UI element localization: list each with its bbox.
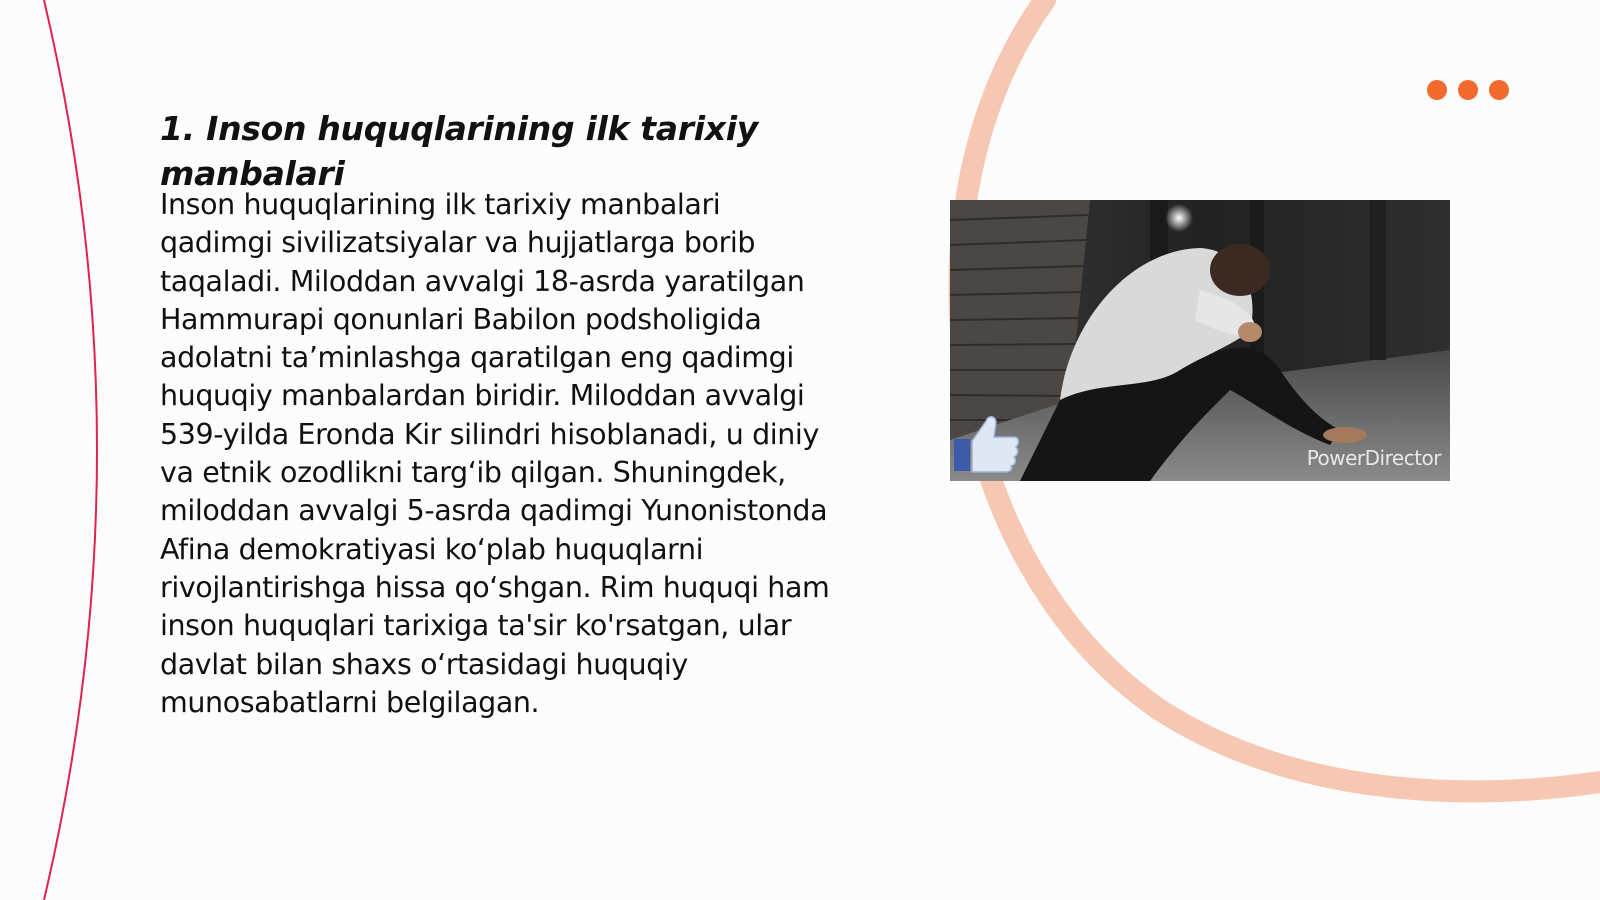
dot-1 (1427, 80, 1447, 100)
dot-2 (1458, 80, 1478, 100)
slide-body-text: Inson huquqlarining ilk tarixiy manbalari qadimgi sivilizatsiyalar va hujjatlarga borib taqaladi. Miloddan avvalgi 18-asrda yaratilgan Hammurapi qonunlari Babilon podsholigida adolatni ta’minlashga qaratilgan eng qadimgi huquqiy manbalardan biridir. Miloddan avvalgi 539-yilda Eronda Kir silindri hisoblanadi, u diniy va etnik ozodlikni targ‘ib qilgan. Shuningdek, miloddan avvalgi 5-asrda qadimgi Yunonistonda Afina demokratiyasi ko‘plab huquqlarni rivojlantirishga hissa qo‘shgan. Rim huquqi ham inson huquqlari tarixiga ta'sir ko'rsatgan, ular davlat bilan shaxs o‘rtasidagi huquqiy munosabatlarni belgilagan. (160, 188, 830, 719)
thumbs-up-icon (952, 411, 1020, 473)
left-accent-curve (44, 0, 97, 900)
dot-3 (1489, 80, 1509, 100)
slide-title: 1. Inson huquqlarining ilk tarixiy manbalari (160, 109, 758, 193)
watermark-text: PowerDirector (1306, 446, 1441, 470)
sad-person-photo (950, 200, 1450, 481)
menu-dots-icon (1427, 80, 1509, 100)
photo-illustration (950, 200, 1450, 481)
